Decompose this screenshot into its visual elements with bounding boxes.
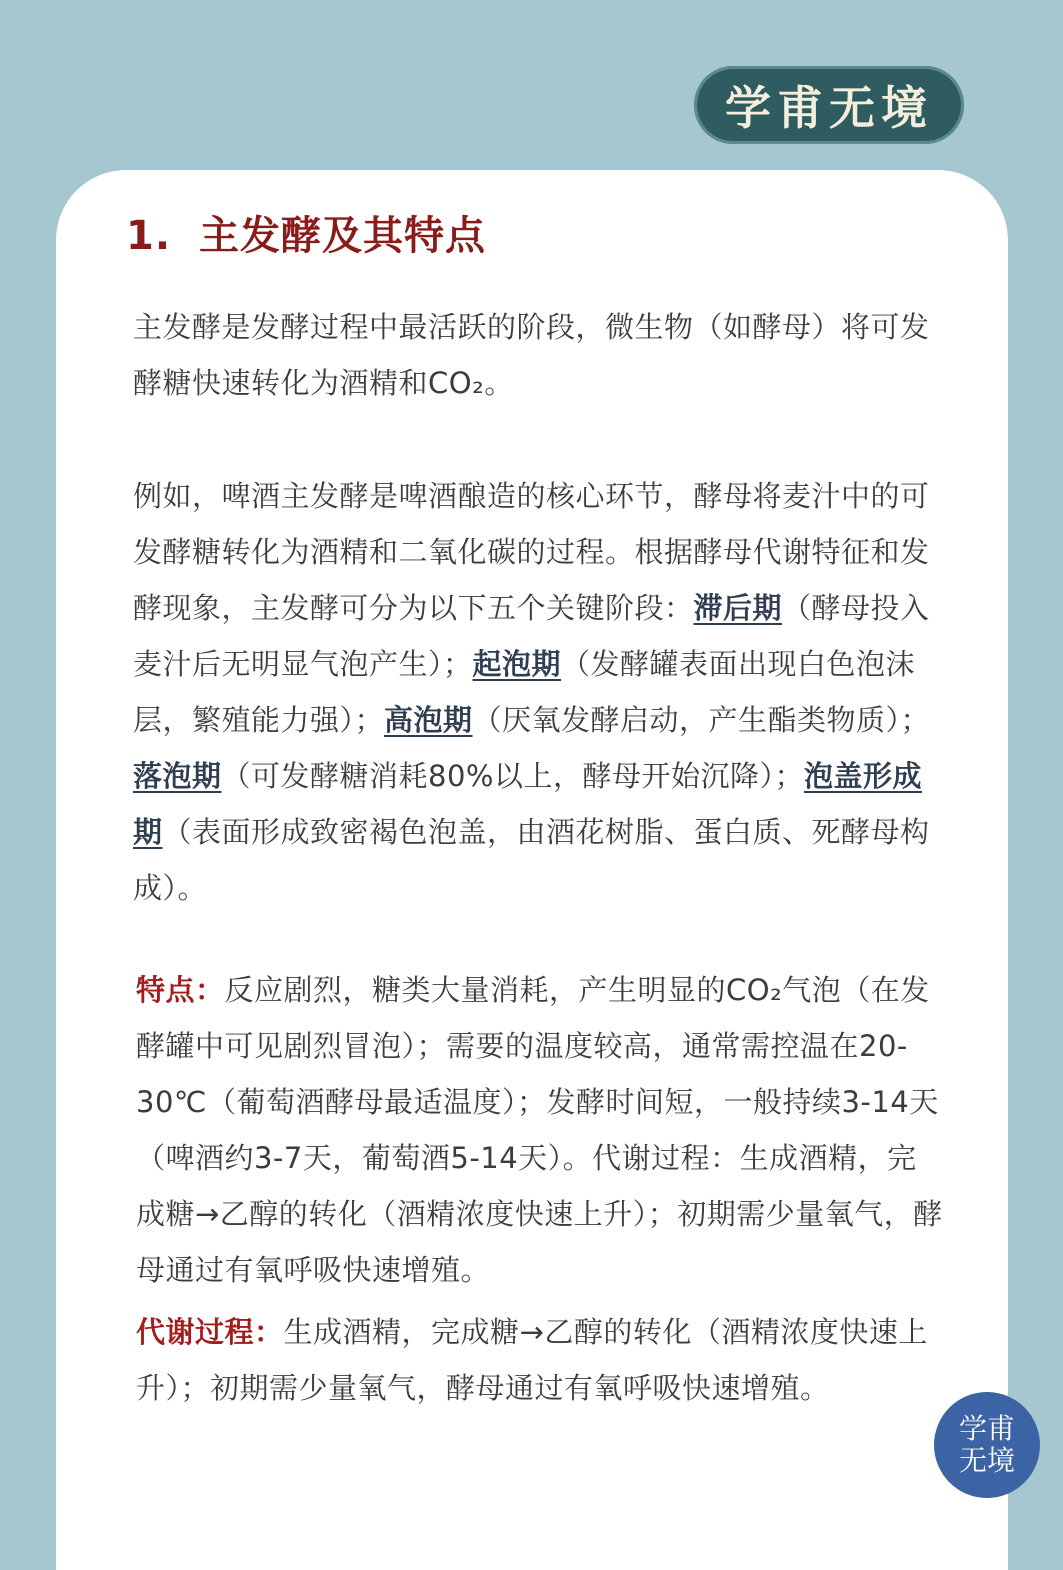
features-label: 特点：	[136, 973, 225, 1007]
brand-logo-text: 学甫无境	[725, 81, 933, 135]
features-text: 反应剧烈，糖类大量消耗，产生明显的CO₂气泡（在发酵罐中可见剧烈冒泡）；需要的温度较高，通常需控温在20-30℃（葡萄酒酵母最适温度）；发酵时间短，一般持续3-14天（啤酒约3-7天，葡萄酒5-14天）。代谢过程：生成酒精，完成糖→乙醇的转化（酒精浓度快速上升）；初期需少量氧气，酵母通过有氧呼吸快速增殖。	[136, 973, 943, 1287]
stage-name: 起泡期	[472, 647, 562, 681]
section-title-text: 主发酵及其特点	[199, 213, 487, 259]
stage-name: 泡盖形成期	[133, 759, 922, 849]
stage-name: 落泡期	[133, 759, 222, 793]
brand-badge-line2: 无境	[958, 1444, 1015, 1477]
stage-name: 滞后期	[693, 591, 783, 625]
intro-paragraph: 主发酵是发酵过程中最活跃的阶段，微生物（如酵母）将可发酵糖快速转化为酒精和CO₂。	[133, 310, 930, 400]
stage-desc: （表面形成致密褐色泡盖，由酒花树脂、蛋白质、死酵母构成）。	[133, 815, 930, 905]
stage-desc: （酵母投入麦汁后无明显气泡产生）；	[133, 591, 930, 681]
brand-badge-line1: 学甫	[958, 1412, 1015, 1445]
example-paragraph	[133, 468, 941, 916]
example-lead: 例如，啤酒主发酵是啤酒酿造的核心环节，酵母将麦汁中的可发酵糖转化为酒精和二氧化碳的过程。根据酵母代谢特征和发酵现象，主发酵可分为以下五个关键阶段：	[133, 479, 930, 625]
stage-desc: （厌氧发酵启动，产生酯类物质）；	[472, 703, 931, 737]
metabolism-paragraph	[136, 1304, 960, 1416]
stage-name: 高泡期	[384, 703, 473, 737]
section-title	[126, 204, 486, 261]
brand-badge	[934, 1392, 1040, 1498]
stage-desc: （可发酵糖消耗80%以上，酵母开始沉降）；	[221, 759, 804, 793]
brand-logo	[694, 66, 964, 144]
metabolism-text: 生成酒精，完成糖→乙醇的转化（酒精浓度快速上升）；初期需少量氧气，酵母通过有氧呼吸快速增殖。	[136, 1315, 928, 1405]
stage-desc: （发酵罐表面出现白色泡沫层，繁殖能力强）；	[133, 647, 916, 737]
metabolism-label: 代谢过程：	[136, 1315, 284, 1349]
section-number: 1.	[126, 213, 172, 259]
features-paragraph	[136, 962, 944, 1298]
